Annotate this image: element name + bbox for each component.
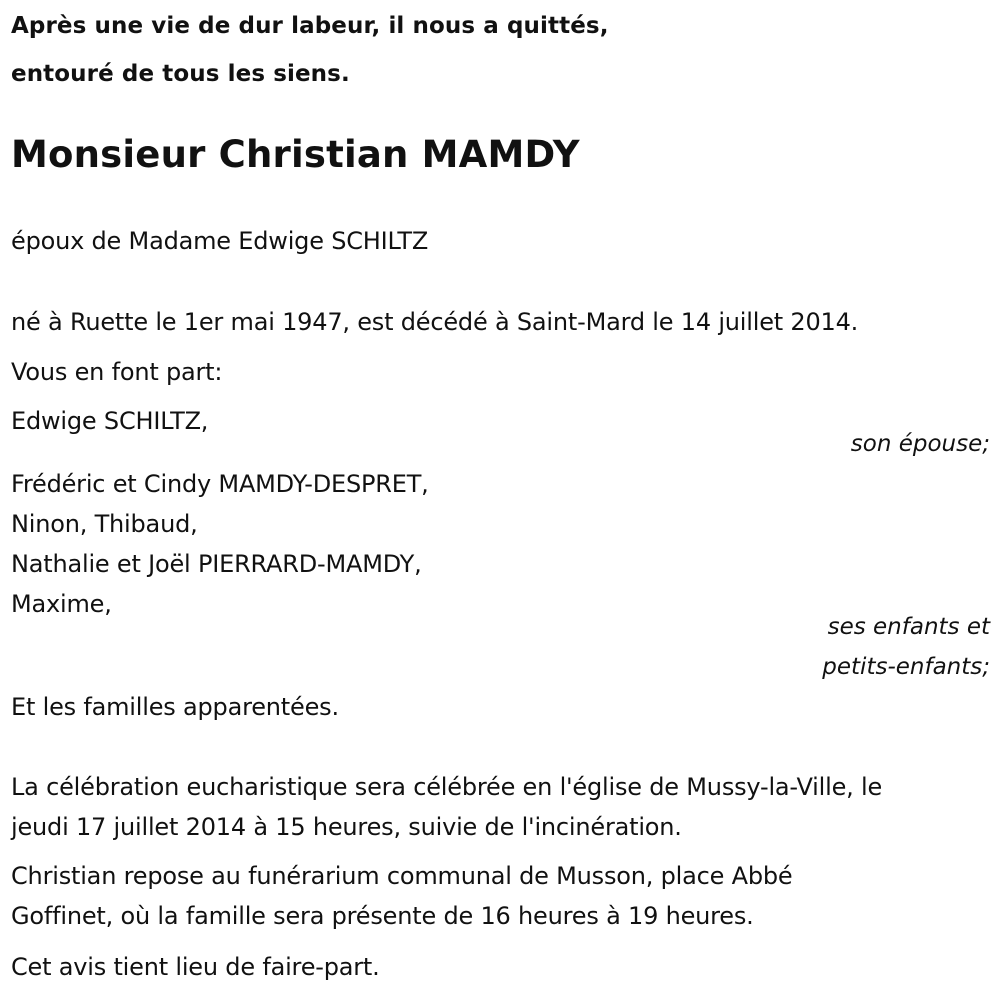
- announcement-line: Vous en font part:: [11, 358, 223, 386]
- other-families-line: Et les familles apparentées.: [11, 693, 339, 721]
- visitation-line-2: Goffinet, où la famille sera présente de 16 heures à 19 heures.: [11, 902, 754, 930]
- family-child-line: Nathalie et Joël PIERRARD-MAMDY,: [11, 550, 422, 578]
- children-relation-line-1: ses enfants et: [827, 614, 990, 640]
- ceremony-line-1: La célébration eucharistique sera célébrée en l'église de Mussy-la-Ville, le: [11, 773, 883, 801]
- family-child-line: Frédéric et Cindy MAMDY-DESPRET,: [11, 470, 429, 498]
- intro-line-1: Après une vie de dur labeur, il nous a quittés,: [11, 13, 609, 39]
- spouse-line: époux de Madame Edwige SCHILTZ: [11, 227, 429, 255]
- birth-death-line: né à Ruette le 1er mai 1947, est décédé à Saint-Mard le 14 juillet 2014.: [11, 308, 859, 336]
- intro-line-2: entouré de tous les siens.: [11, 61, 350, 87]
- deceased-name: Monsieur Christian MAMDY: [11, 133, 580, 176]
- family-child-line: Ninon, Thibaud,: [11, 510, 198, 538]
- family-child-line: Maxime,: [11, 590, 112, 618]
- ceremony-line-2: jeudi 17 juillet 2014 à 15 heures, suivie de l'incinération.: [11, 813, 682, 841]
- closing-line: Cet avis tient lieu de faire-part.: [11, 953, 380, 981]
- children-relation-line-2: petits-enfants;: [822, 654, 990, 680]
- spouse-relation: son épouse;: [850, 431, 990, 457]
- visitation-line-1: Christian repose au funérarium communal de Musson, place Abbé: [11, 862, 793, 890]
- family-spouse: Edwige SCHILTZ,: [11, 407, 209, 435]
